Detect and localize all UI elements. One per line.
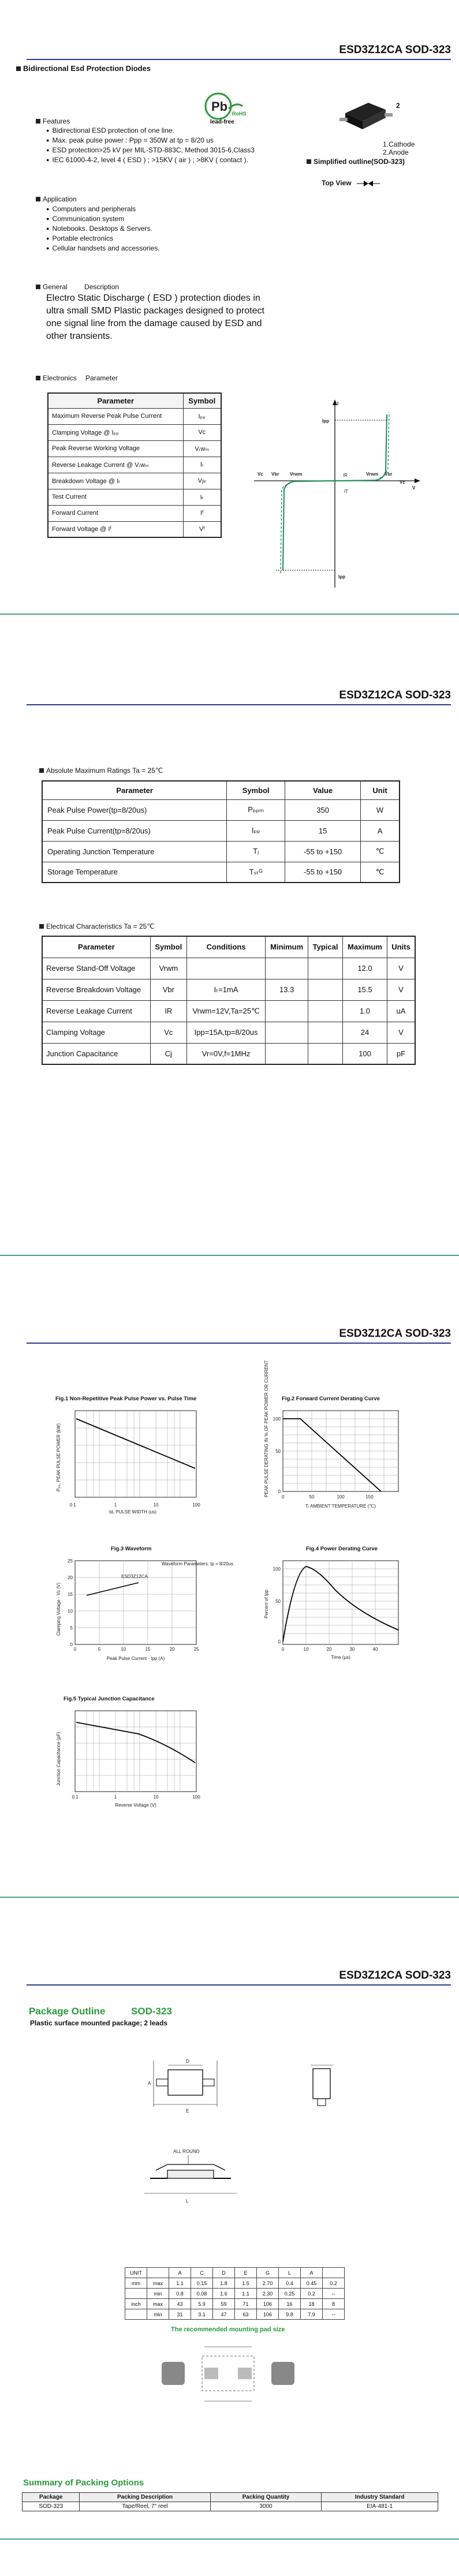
features-heading: Features	[36, 117, 70, 125]
package-image	[328, 90, 409, 139]
header-rule	[27, 1343, 451, 1344]
fig2-title: Fig.2 Forward Current Derating Curve	[282, 1396, 380, 1402]
fig3-ylabel: Clamping Voltage - Vc (V)	[56, 1582, 61, 1636]
svg-text:5: 5	[70, 1625, 73, 1631]
lead-free-logo	[202, 91, 248, 127]
table-row: Forward Current Iᶠ	[48, 505, 221, 521]
top-view: Top View	[322, 179, 380, 187]
fig5-xlabel: Reverse Voltage (V)	[115, 1803, 156, 1808]
iv-axis-v: V	[412, 485, 416, 491]
table-row: Clamping Voltage Vc Ipp=15A,tp=8/20us 24 V	[42, 1022, 415, 1043]
mounting-pad-title: The recommended mounting pad size	[171, 2326, 285, 2333]
svg-text:20: 20	[68, 1575, 73, 1580]
svg-text:20: 20	[326, 1647, 332, 1652]
fig3-xlabel: Peak Pulse Current - Ipp (A)	[106, 1656, 165, 1661]
header-rule	[27, 59, 451, 60]
page-footer-rule	[0, 2538, 459, 2540]
svg-text:50: 50	[275, 1449, 281, 1454]
electrical-characteristics-table: Parameter Symbol Conditions Minimum Typical Maximum Units Reverse Stand-Off Voltage Vrwm 12.0 V Reverse Breakdown Voltage Vbr Iₜ=1mA 13.3 15.5 V Reverse Leakage Current IR Vrwm=12V,Ta=25℃ 1.0 uA Clamping Voltage Vc Ipp=15A,tp=8/20us 24 V Junction Capacitance Cj Vr=0V,f=1MHz 100 pF	[42, 936, 416, 1065]
iv-axis-i: I	[337, 401, 339, 406]
logo-side: RoHS	[232, 111, 247, 117]
svg-text:0: 0	[278, 1489, 281, 1494]
iv-it: IT	[344, 489, 349, 494]
iv-ipp-top: Ipp	[322, 418, 329, 424]
table-row: Reverse Stand-Off Voltage Vrwm 12.0 V	[42, 958, 415, 979]
header-rule	[27, 704, 451, 705]
table-row: min 0.8 0.08 1.6 1.1 2.30 0.25 0.2 --	[125, 2289, 345, 2299]
features-list: ● Bidirectional ESD protection of one line. ● Max. peak pulse power : Ppp = 350W at tp = 8/20 us ● ESD protection>25 kV per MIL-STD-883C, Method 3015-6,Class3 ● IEC 61000-4-2, level 4 ( ESD ) ; >15KV ( air ) ; >8KV ( contact ).	[46, 126, 255, 165]
electronics-heading: Electronics Parameter	[36, 374, 118, 382]
table-row: Storage Temperature Tₛₜᴳ -55 to +150 ℃	[42, 862, 400, 883]
table-row: Peak Pulse Current(tp=8/20us) Iₚₚ 15 A	[42, 820, 400, 841]
svg-text:0.1: 0.1	[72, 1794, 79, 1800]
elec-char-heading: Electrical Characteristics Ta = 25℃	[39, 922, 155, 930]
fig5-ylabel: Junction Capacitance (pF)	[56, 1732, 61, 1786]
package-subtitle: Plastic surface mounted package; 2 leads	[30, 2019, 168, 2027]
iv-vc-right: Vc	[400, 480, 405, 485]
fig2-ylabel: PEAK PULSE DERATING IN % OF PEAK POWER OR CURRENT	[264, 1360, 269, 1497]
svg-text:0: 0	[281, 1647, 285, 1652]
svg-text:5: 5	[98, 1647, 101, 1652]
table-row: Junction Capacitance Cj Vr=0V,f=1MHz 100 pF	[42, 1043, 415, 1064]
fig4-xlabel: Time (μs)	[331, 1655, 350, 1660]
fig5-chart	[52, 1705, 208, 1809]
fig4-ylabel: Percent of Ipp	[264, 1590, 269, 1618]
package-drawing-side	[300, 2055, 346, 2118]
fig1-tick: 1	[114, 1502, 117, 1508]
svg-text:30: 30	[349, 1647, 355, 1652]
table-row: Peak Reverse Working Voltage Vᵣᴡₘ	[48, 440, 221, 457]
application-list: ● Computers and peripherals ● Communication system ● Notebooks. Desktops & Servers. ● Portable electronics ● Cellular handsets and accessories.	[46, 204, 160, 253]
svg-text:1: 1	[114, 1794, 117, 1800]
package-drawing-front	[133, 2141, 248, 2211]
svg-text:0: 0	[281, 1494, 285, 1500]
iv-ir: IR	[343, 473, 348, 478]
page-header: ESD3Z12CA SOD-323	[339, 689, 451, 701]
svg-text:25: 25	[193, 1647, 199, 1652]
fig2-xlabel: Tₗ AMBIENT TEMPERATURE (℃)	[305, 1504, 376, 1509]
svg-text:L: L	[186, 2199, 189, 2204]
absolute-max-table: Parameter Symbol Value Unit Peak Pulse Power(tp=8/20us) Pₚₚₘ 350 W Peak Pulse Current(tp=8/20us) Iₚₚ 15 A Operating Junction Temperature Tⱼ -55 to +150 ℃ Storage Temperature Tₛₜᴳ -55 to +150 ℃	[42, 780, 400, 883]
parameter-table: Parameter Symbol Maximum Reverse Peak Pulse Current Iₚₚ Clamping Voltage @ Iₚₚ Vᴄ Peak Reverse Working Voltage Vᵣᴡₘ Reverse Leakage Current @ Vᵣᴡₘ Iᵣ Breakdown Voltage @ Iₜ Vᵦᵣ Test Current Iₜ Forward Current Iᶠ Forward Voltage @ Iᶠ Vᶠ	[47, 392, 222, 538]
table-row: Operating Junction Temperature Tⱼ -55 to +150 ℃	[42, 841, 400, 862]
svg-text:25: 25	[68, 1558, 73, 1564]
fig3-note: Waveform Parameters: tp = 8/20us	[162, 1561, 233, 1566]
fig1-ylabel: Pₚₚ, PEAK PULSE POWER (kW)	[56, 1423, 61, 1491]
table-row: Reverse Leakage Current @ Vᵣᴡₘ Iᵣ	[48, 457, 221, 473]
iv-vrwm-left: Vrwm	[290, 472, 303, 477]
table-row: Maximum Reverse Peak Pulse Current Iₚₚ	[48, 408, 221, 424]
svg-text:100: 100	[273, 1566, 281, 1572]
fig1-tick: 10	[153, 1502, 159, 1508]
svg-text:E: E	[186, 2108, 189, 2114]
fig1-tick: 100	[192, 1502, 200, 1508]
svg-text:100: 100	[273, 1416, 281, 1422]
fig1-xlabel: td, PULSE WIDTH (us)	[109, 1509, 156, 1515]
page-header: ESD3Z12CA SOD-323	[339, 44, 451, 56]
iv-vbr-right: Vbr	[385, 472, 393, 477]
svg-text:15: 15	[68, 1592, 73, 1597]
iv-vc-left: Vc	[258, 472, 263, 477]
abs-max-heading: Absolute Maximum Ratings Ta = 25℃	[39, 767, 163, 775]
table-row: mm max 1.1 0.15 1.8 1.5 2.70 0.4 0.45 0.2	[125, 2278, 345, 2289]
header-rule	[27, 1984, 451, 1986]
table-row: Breakdown Voltage @ Iₜ Vᵦᵣ	[48, 473, 221, 489]
packing-options-title: Summary of Packing Options	[23, 2478, 144, 2488]
svg-text:0: 0	[73, 1647, 77, 1652]
svg-text:0: 0	[70, 1642, 73, 1647]
description-text: Electro Static Discharge ( ESD ) protection diodes in ultra small SMD Plastic packages designed to protect one signal line from the damage caused by ESD and other transients.	[46, 293, 264, 341]
svg-text:20: 20	[169, 1647, 175, 1652]
svg-text:150: 150	[365, 1494, 374, 1500]
table-row: Test Current Iₜ	[48, 489, 221, 505]
dimensions-table: UNIT A C D E G L A mm max 1.1 0.15 1.8 1.5 2.70 0.4 0.45 0.2 min 0.8 0.08 1.6 1.1 2.30 0.25 0.2 -- inch max 43 5.9 59 71 106 16 18 8 min 31 3.1 47 63 106 9.8 7.9 --	[125, 2267, 345, 2320]
svg-text:D: D	[186, 2059, 189, 2064]
svg-text:40: 40	[372, 1647, 378, 1652]
doc-title: Bidirectional Esd Protection Diodes	[16, 64, 151, 73]
diode-symbol-icon	[357, 180, 380, 187]
package-drawing-top	[136, 2055, 234, 2118]
svg-text:50: 50	[309, 1494, 315, 1500]
svg-text:10: 10	[68, 1609, 73, 1614]
page-footer-rule	[0, 1255, 459, 1256]
svg-text:10: 10	[303, 1647, 309, 1652]
svg-text:10: 10	[121, 1647, 126, 1652]
application-heading: Application	[36, 195, 77, 203]
fig4-title: Fig.4 Power Derating Curve	[306, 1546, 378, 1552]
fig5-title: Fig.5 Typical Junction Capacitance	[64, 1696, 155, 1702]
fig1-title: Fig.1 Non-Repetitive Peak Pulse Power vs. Pulse Time	[55, 1396, 197, 1402]
table-row: min 31 3.1 47 63 106 9.8 7.9 --	[125, 2309, 345, 2320]
page-footer-rule	[0, 1897, 459, 1898]
page-header: ESD3Z12CA SOD-323	[339, 1328, 451, 1340]
iv-vrwm-right: Vrwm	[366, 472, 379, 477]
packing-options-table: Package Packing Description Packing Quantity Industry Standard SOD-323 Tape/Reel, 7" reel 3000 EIA-481-1	[22, 2492, 438, 2511]
table-row: inch max 43 5.9 59 71 106 16 18 8	[125, 2299, 345, 2309]
table-row: Forward Voltage @ Iᶠ Vᶠ	[48, 521, 221, 537]
table-row: Clamping Voltage @ Iₚₚ Vᴄ	[48, 424, 221, 440]
svg-text:100: 100	[337, 1494, 345, 1500]
fig1-tick: 0.1	[69, 1502, 76, 1508]
table-row: Reverse Breakdown Voltage Vbr Iₜ=1mA 13.3 15.5 V	[42, 979, 415, 1000]
fig3-series: ESD3Z12CA	[121, 1574, 148, 1579]
logo-caption: lead-free	[210, 119, 234, 125]
package-outline-title: Package Outline SOD-323	[29, 2006, 172, 2017]
all-round-label: ALL ROUND	[173, 2149, 200, 2154]
pin-number: 2	[396, 102, 400, 110]
table-row: Reverse Leakage Current IR Vrwm=12V,Ta=25℃ 1.0 uA	[42, 1000, 415, 1022]
table-row: Peak Pulse Power(tp=8/20us) Pₚₚₘ 350 W	[42, 799, 400, 820]
svg-text:100: 100	[192, 1794, 200, 1800]
svg-text:50: 50	[275, 1599, 281, 1604]
page-header: ESD3Z12CA SOD-323	[339, 1969, 451, 1981]
fig3-chart	[52, 1555, 233, 1665]
page-footer-rule	[0, 614, 459, 615]
fig1-chart	[52, 1405, 208, 1515]
page-1	[0, 0, 459, 641]
svg-text:Pb: Pb	[211, 99, 228, 114]
general-heading: General Description	[36, 283, 119, 291]
svg-text:0: 0	[278, 1639, 281, 1644]
iv-ipp-bottom: Ipp	[338, 574, 345, 579]
pin-labels: 1.Cathode 2.Anode	[383, 140, 415, 156]
mounting-pad-drawing	[156, 2339, 300, 2414]
fig4-chart	[254, 1555, 410, 1665]
table-row: SOD-323 Tape/Reel, 7" reel 3000 EIA-481-1	[23, 2502, 438, 2511]
outline-caption: Simplified outline(SOD-323)	[307, 158, 405, 166]
svg-text:15: 15	[145, 1647, 151, 1652]
fig3-title: Fig.3 Waveform	[111, 1546, 152, 1552]
svg-text:A: A	[148, 2081, 151, 2086]
svg-text:10: 10	[153, 1794, 159, 1800]
iv-characteristic-diagram	[248, 397, 421, 593]
iv-vbr-left: Vbr	[271, 472, 279, 477]
